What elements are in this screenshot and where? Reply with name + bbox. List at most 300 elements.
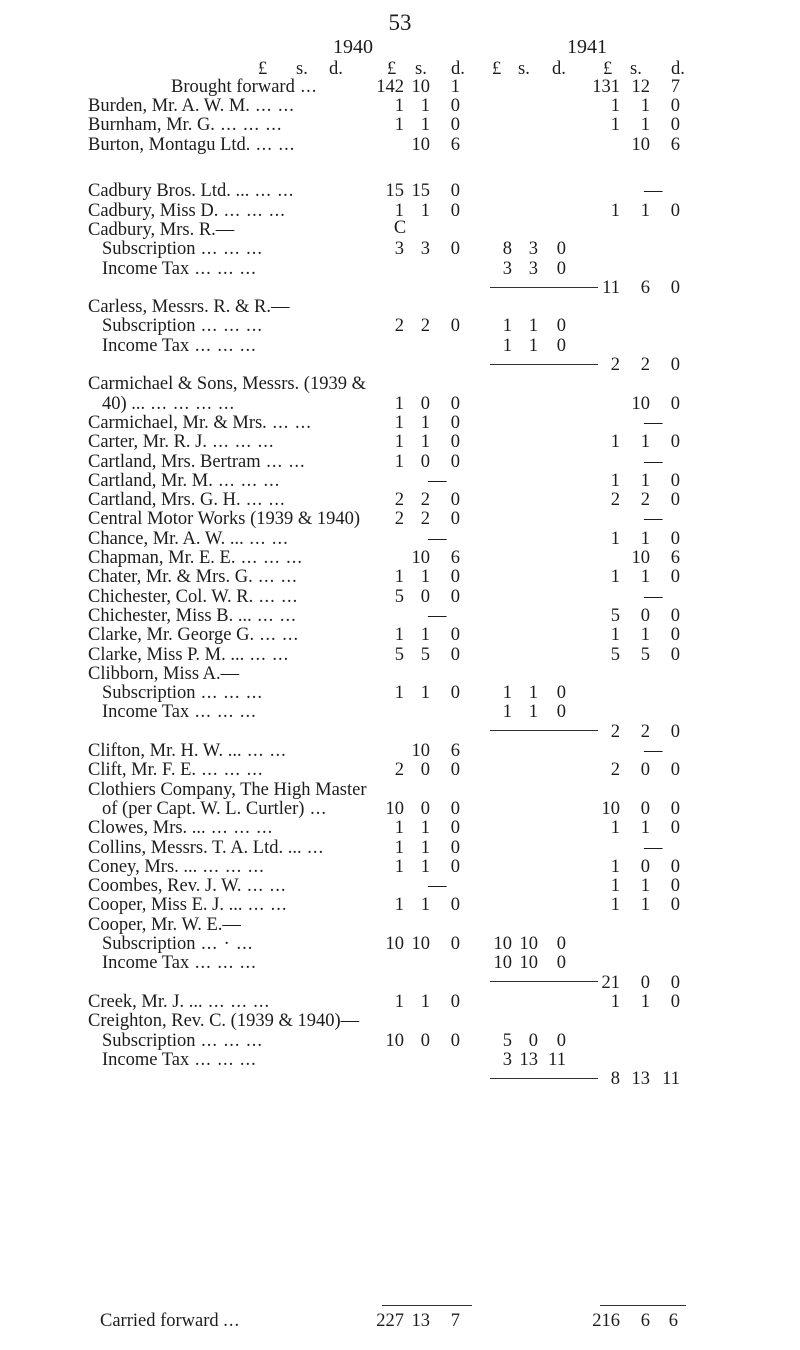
row-leader-dots: ... bbox=[310, 798, 327, 819]
amount-shillings: 0 bbox=[420, 798, 430, 819]
unit-shilling-1941b: s. bbox=[630, 59, 642, 79]
amount-shillings: 2 bbox=[420, 509, 430, 530]
section-letter: C bbox=[393, 218, 407, 238]
row-name: Cartland, Mr. M. bbox=[88, 470, 213, 491]
row-label bbox=[102, 337, 257, 356]
amount-pounds: 1 bbox=[394, 567, 404, 588]
nil-dash: — bbox=[644, 181, 663, 202]
amount-shillings: 1 bbox=[640, 115, 650, 136]
amount-shillings: 13 bbox=[631, 1069, 650, 1090]
amount-pence: 0 bbox=[670, 96, 680, 117]
amount-shillings: 5 bbox=[640, 644, 650, 665]
row-label bbox=[88, 858, 265, 877]
total-rule-1940 bbox=[382, 1305, 472, 1306]
amount-pounds: 10 bbox=[385, 934, 404, 954]
row-leader-dots: ... ... bbox=[272, 412, 312, 433]
amount-pence: 0 bbox=[450, 991, 460, 1012]
row-leader-dots: ... ... ... bbox=[241, 548, 303, 568]
row-leader-dots: ... ... bbox=[258, 586, 299, 607]
row-name: 40) ... bbox=[102, 393, 146, 414]
row-leader-dots: ... ... bbox=[247, 741, 287, 761]
row-name: Burnham, Mr. G. bbox=[88, 115, 215, 136]
carried-forward-pence-1941: 6 bbox=[668, 1311, 678, 1331]
amount-pence: 0 bbox=[670, 200, 680, 221]
amount-shillings: 1 bbox=[420, 96, 430, 117]
row-leader-dots: ... ... ... bbox=[201, 239, 264, 260]
row-label bbox=[88, 116, 282, 135]
amount-shillings: 2 bbox=[420, 316, 430, 337]
amount-shillings: 1 bbox=[420, 895, 430, 916]
unit-penny-1941b: d. bbox=[671, 59, 685, 79]
amount-pounds: 1 bbox=[394, 991, 404, 1012]
row-name: Subscription bbox=[102, 683, 196, 704]
amount-shillings: 1 bbox=[420, 837, 430, 858]
amount-shillings: 1 bbox=[420, 818, 430, 839]
amount-pence: 0 bbox=[556, 683, 566, 704]
amount-pence: 0 bbox=[450, 200, 460, 221]
amount-pounds: 1 bbox=[394, 96, 404, 117]
row-leader-dots: ... ... bbox=[249, 528, 289, 549]
amount-pence: 0 bbox=[670, 798, 680, 819]
amount-pence: 0 bbox=[556, 239, 566, 260]
nil-dash: — bbox=[428, 470, 447, 491]
row-leader-dots: ... ... ... bbox=[212, 432, 275, 453]
carried-forward-label: Carried forward ... bbox=[100, 1311, 241, 1331]
amount-pence: 0 bbox=[450, 567, 460, 588]
row-leader-dots: ... ... ... bbox=[201, 316, 264, 337]
total-rule-1941 bbox=[600, 1305, 686, 1306]
row-leader-dots: ... ... bbox=[255, 96, 295, 117]
unit-pound-1941b: £ bbox=[603, 59, 613, 79]
amount-pence: 0 bbox=[670, 625, 680, 646]
amount-pounds: 2 bbox=[394, 760, 404, 781]
row-leader-dots: ... ... ... bbox=[194, 702, 257, 723]
row-leader-dots: ... ... ... ... bbox=[150, 393, 236, 414]
row-name: Clarke, Miss P. M. ... bbox=[88, 644, 245, 665]
amount-pence: 0 bbox=[450, 895, 460, 916]
carried-forward-pounds-1940: 227 bbox=[376, 1311, 404, 1331]
amount-shillings: 1 bbox=[528, 316, 538, 337]
year-heading-1940: 1940 bbox=[333, 36, 373, 58]
amount-pounds: 142 bbox=[376, 77, 404, 97]
amount-pence: 6 bbox=[450, 134, 460, 155]
row-name: Chichester, Col. W. R. bbox=[88, 586, 254, 607]
row-label bbox=[88, 97, 295, 116]
carried-forward-pence-1940: 7 bbox=[450, 1311, 460, 1331]
amount-pounds: 131 bbox=[592, 77, 620, 97]
row-name: Clothiers Company, The High Master bbox=[88, 779, 367, 800]
row-leader-dots: ... ... ... bbox=[201, 760, 264, 781]
amount-shillings: 10 bbox=[411, 77, 430, 97]
row-name: Income Tax bbox=[102, 702, 190, 723]
amount-shillings: 1 bbox=[640, 876, 650, 897]
row-name: Chance, Mr. A. W. ... bbox=[88, 528, 244, 549]
amount-shillings: 1 bbox=[528, 335, 538, 356]
row-label bbox=[88, 549, 303, 568]
amount-shillings: 1 bbox=[640, 528, 650, 549]
row-label bbox=[88, 742, 287, 761]
row-leader-dots: ... · ... bbox=[201, 934, 254, 954]
amount-shillings: 0 bbox=[528, 1030, 538, 1051]
row-label bbox=[88, 626, 299, 645]
nil-dash: — bbox=[428, 528, 447, 549]
amount-pounds: 10 bbox=[601, 798, 620, 819]
amount-shillings: 1 bbox=[420, 567, 430, 588]
row-label bbox=[88, 819, 273, 838]
carried-forward-pounds-1941: 216 bbox=[592, 1311, 620, 1331]
amount-pounds: 2 bbox=[394, 490, 404, 511]
row-name: Subscription bbox=[102, 239, 196, 260]
row-name: Clarke, Mr. George G. bbox=[88, 625, 255, 646]
row-label bbox=[88, 607, 297, 626]
amount-pence: 0 bbox=[556, 702, 566, 723]
amount-pounds: 3 bbox=[502, 1049, 512, 1070]
amount-shillings: 10 bbox=[519, 953, 538, 974]
amount-shillings: 0 bbox=[420, 393, 430, 414]
amount-pence: 0 bbox=[450, 239, 460, 260]
row-name: Collins, Messrs. T. A. Ltd. ... bbox=[88, 837, 302, 858]
amount-shillings: 1 bbox=[640, 470, 650, 491]
row-label bbox=[88, 136, 295, 155]
row-label bbox=[88, 993, 270, 1012]
amount-pounds: 5 bbox=[610, 605, 620, 626]
amount-shillings: 1 bbox=[640, 432, 650, 453]
amount-pounds: 3 bbox=[394, 239, 404, 260]
amount-pence: 1 bbox=[450, 77, 460, 97]
amount-pounds: 1 bbox=[394, 115, 404, 136]
row-name: Cadbury Bros. Ltd. ... bbox=[88, 181, 250, 202]
amount-shillings: 0 bbox=[420, 760, 430, 781]
row-leader-dots: ... ... bbox=[257, 605, 297, 626]
amount-pounds: 1 bbox=[394, 683, 404, 704]
amount-pence: 0 bbox=[450, 490, 460, 511]
amount-pence: 0 bbox=[450, 509, 460, 530]
amount-pounds: 1 bbox=[610, 895, 620, 916]
amount-pounds: 5 bbox=[610, 644, 620, 665]
row-label bbox=[88, 414, 312, 433]
row-label bbox=[102, 800, 327, 819]
amount-pounds: 5 bbox=[394, 644, 404, 665]
row-name: Creek, Mr. J. ... bbox=[88, 991, 203, 1012]
amount-pounds: 1 bbox=[610, 200, 620, 221]
amount-shillings: 10 bbox=[631, 393, 650, 414]
row-name: Clift, Mr. F. E. bbox=[88, 760, 196, 781]
amount-pounds: 8 bbox=[610, 1069, 620, 1090]
amount-pence: 0 bbox=[450, 1030, 460, 1051]
row-label bbox=[88, 916, 241, 935]
amount-pence: 0 bbox=[450, 432, 460, 453]
row-name: Chater, Mr. & Mrs. G. bbox=[88, 567, 253, 588]
amount-shillings: 1 bbox=[420, 991, 430, 1012]
amount-pounds: 1 bbox=[394, 393, 404, 414]
row-label bbox=[88, 568, 298, 587]
amount-pounds: 1 bbox=[610, 991, 620, 1012]
unit-shilling-1941a: s. bbox=[518, 59, 530, 79]
amount-shillings: 10 bbox=[631, 134, 650, 155]
amount-pence: 6 bbox=[450, 741, 460, 761]
unit-penny-1940a: d. bbox=[329, 59, 343, 79]
amount-shillings: 0 bbox=[640, 760, 650, 781]
row-name: Subscription bbox=[102, 1030, 196, 1051]
row-name: Income Tax bbox=[102, 1049, 190, 1070]
amount-pounds: 15 bbox=[385, 181, 404, 202]
row-label bbox=[102, 395, 235, 414]
amount-shillings: 10 bbox=[411, 548, 430, 568]
row-label bbox=[88, 453, 306, 472]
row-label bbox=[102, 260, 257, 279]
amount-pence: 0 bbox=[670, 856, 680, 877]
amount-pence: 0 bbox=[450, 837, 460, 858]
row-label bbox=[102, 684, 263, 703]
amount-pounds: 1 bbox=[394, 200, 404, 221]
row-name: Coney, Mrs. ... bbox=[88, 856, 198, 877]
amount-pence: 0 bbox=[450, 181, 460, 202]
carried-forward-shillings-1941: 6 bbox=[640, 1311, 650, 1331]
row-label bbox=[102, 703, 257, 722]
row-label bbox=[88, 182, 294, 201]
row-label bbox=[102, 1032, 263, 1051]
row-name: Cooper, Mr. W. E.— bbox=[88, 914, 241, 935]
amount-pounds: 1 bbox=[502, 316, 512, 337]
page-number: 53 bbox=[388, 10, 412, 35]
amount-pence: 0 bbox=[556, 1030, 566, 1051]
amount-shillings: 1 bbox=[528, 702, 538, 723]
amount-pence: 0 bbox=[450, 412, 460, 433]
amount-pounds: 1 bbox=[394, 837, 404, 858]
amount-shillings: 1 bbox=[420, 115, 430, 136]
amount-pence: 0 bbox=[670, 991, 680, 1012]
row-name: Income Tax bbox=[102, 335, 190, 356]
row-label bbox=[88, 202, 286, 221]
row-label bbox=[88, 375, 366, 394]
row-label bbox=[88, 839, 324, 858]
amount-pounds: 21 bbox=[601, 972, 620, 993]
amount-pounds: 3 bbox=[502, 258, 512, 279]
amount-pounds: 1 bbox=[610, 567, 620, 588]
amount-pence: 0 bbox=[450, 683, 460, 704]
amount-shillings: 10 bbox=[411, 934, 430, 954]
amount-pounds: 2 bbox=[394, 316, 404, 337]
amount-shillings: 1 bbox=[640, 567, 650, 588]
amount-pence: 0 bbox=[670, 721, 680, 742]
amount-pounds: 2 bbox=[610, 760, 620, 781]
amount-pounds: 1 bbox=[502, 702, 512, 723]
unit-pound-1941a: £ bbox=[492, 59, 502, 79]
nil-dash: — bbox=[644, 451, 663, 472]
row-leader-dots: ... ... bbox=[259, 625, 300, 646]
row-name: Central Motor Works (1939 & 1940) bbox=[88, 509, 361, 530]
row-name: Cadbury, Miss D. bbox=[88, 200, 219, 221]
amount-pence: 0 bbox=[450, 818, 460, 839]
amount-pence: 0 bbox=[450, 316, 460, 337]
amount-pounds: 1 bbox=[610, 432, 620, 453]
row-leader-dots: ... ... bbox=[258, 567, 298, 588]
amount-pence: 7 bbox=[670, 77, 680, 97]
amount-pence: 0 bbox=[450, 586, 460, 607]
amount-shillings: 5 bbox=[420, 644, 430, 665]
amount-shillings: 2 bbox=[640, 490, 650, 511]
row-leader-dots: ... ... ... bbox=[223, 200, 286, 221]
row-label bbox=[88, 298, 289, 317]
amount-shillings: 10 bbox=[519, 934, 538, 954]
amount-pounds: 1 bbox=[610, 818, 620, 839]
amount-pence: 0 bbox=[450, 760, 460, 781]
row-leader-dots: ... ... ... bbox=[220, 115, 283, 136]
row-label bbox=[88, 530, 289, 549]
row-name: of (per Capt. W. L. Curtler) bbox=[102, 798, 305, 819]
row-name: Cooper, Miss E. J. ... bbox=[88, 895, 243, 916]
amount-pounds: 1 bbox=[502, 335, 512, 356]
amount-pence: 0 bbox=[450, 856, 460, 877]
row-name: Chapman, Mr. E. E. bbox=[88, 548, 236, 568]
row-leader-dots: ... ... bbox=[249, 644, 290, 665]
amount-shillings: 0 bbox=[420, 451, 430, 472]
amount-shillings: 0 bbox=[640, 605, 650, 626]
amount-pence: 0 bbox=[450, 96, 460, 117]
amount-shillings: 0 bbox=[420, 1030, 430, 1051]
amount-shillings: 0 bbox=[420, 586, 430, 607]
row-label bbox=[88, 433, 275, 452]
row-name: Income Tax bbox=[102, 953, 190, 974]
amount-pounds: 1 bbox=[394, 856, 404, 877]
amount-shillings: 1 bbox=[528, 683, 538, 704]
amount-pounds: 2 bbox=[394, 509, 404, 530]
amount-pence: 0 bbox=[450, 115, 460, 136]
amount-shillings: 3 bbox=[420, 239, 430, 260]
amount-pounds: 1 bbox=[610, 528, 620, 549]
row-name: Carmichael & Sons, Messrs. (1939 & bbox=[88, 374, 366, 395]
nil-dash: — bbox=[644, 412, 663, 433]
amount-pence: 0 bbox=[670, 760, 680, 781]
amount-shillings: 10 bbox=[411, 134, 430, 155]
amount-pence: 6 bbox=[450, 548, 460, 568]
amount-pounds: 1 bbox=[394, 432, 404, 453]
row-label bbox=[88, 472, 280, 491]
row-label bbox=[88, 221, 234, 240]
amount-pounds: 10 bbox=[385, 1030, 404, 1051]
amount-pence: 0 bbox=[670, 972, 680, 993]
amount-pounds: 2 bbox=[610, 355, 620, 375]
amount-pounds: 1 bbox=[610, 115, 620, 136]
amount-shillings: 2 bbox=[640, 721, 650, 742]
year-heading-1941: 1941 bbox=[567, 36, 607, 58]
amount-shillings: 0 bbox=[640, 798, 650, 819]
amount-pounds: 1 bbox=[610, 96, 620, 117]
amount-shillings: 12 bbox=[631, 77, 650, 97]
amount-pence: 0 bbox=[670, 567, 680, 588]
amount-shillings: 2 bbox=[420, 490, 430, 511]
row-leader-dots: ... ... ... bbox=[194, 258, 257, 279]
amount-pounds: 10 bbox=[493, 934, 512, 954]
row-label bbox=[88, 896, 287, 915]
amount-shillings: 1 bbox=[640, 625, 650, 646]
amount-pence: 0 bbox=[670, 355, 680, 375]
amount-pounds: 1 bbox=[610, 470, 620, 491]
row-label bbox=[102, 317, 263, 336]
amount-pence: 0 bbox=[556, 316, 566, 337]
amount-pence: 0 bbox=[670, 818, 680, 839]
amount-shillings: 1 bbox=[640, 96, 650, 117]
amount-pence: 0 bbox=[670, 277, 680, 298]
row-label bbox=[102, 240, 263, 259]
amount-shillings: 13 bbox=[519, 1049, 538, 1070]
amount-pounds: 5 bbox=[394, 586, 404, 607]
amount-pounds: 1 bbox=[394, 818, 404, 839]
row-leader-dots: ... ... bbox=[246, 490, 286, 511]
amount-pence: 0 bbox=[670, 876, 680, 897]
amount-pounds: 1 bbox=[502, 683, 512, 704]
nil-dash: — bbox=[644, 741, 663, 761]
row-label bbox=[102, 954, 257, 973]
nil-dash: — bbox=[644, 586, 663, 607]
amount-pence: 0 bbox=[450, 934, 460, 954]
amount-pence: 0 bbox=[670, 895, 680, 916]
amount-shillings: 2 bbox=[640, 355, 650, 375]
row-name: Clifton, Mr. H. W. ... bbox=[88, 741, 242, 761]
amount-pence: 0 bbox=[556, 934, 566, 954]
row-leader-dots: ... ... ... bbox=[194, 335, 257, 356]
row-name: Cartland, Mrs. Bertram bbox=[88, 451, 261, 472]
amount-pounds: 1 bbox=[394, 895, 404, 916]
amount-shillings: 1 bbox=[640, 991, 650, 1012]
unit-shilling-1940a: s. bbox=[296, 59, 308, 79]
row-name: Carless, Messrs. R. & R.— bbox=[88, 297, 290, 318]
amount-pounds: 8 bbox=[502, 239, 512, 260]
unit-pound-1940a: £ bbox=[258, 59, 268, 79]
amount-pence: 11 bbox=[548, 1049, 566, 1070]
row-label bbox=[102, 935, 253, 954]
row-name: Cadbury, Mrs. R.— bbox=[88, 219, 235, 240]
amount-pence: 6 bbox=[670, 548, 680, 568]
row-label bbox=[88, 646, 289, 665]
amount-pence: 6 bbox=[670, 134, 680, 155]
amount-pence: 11 bbox=[662, 1069, 680, 1090]
row-leader-dots: ... ... ... bbox=[208, 991, 271, 1012]
row-leader-dots: ... ... bbox=[248, 895, 288, 916]
amount-pence: 0 bbox=[450, 451, 460, 472]
amount-shillings: 10 bbox=[411, 741, 430, 761]
amount-pence: 0 bbox=[670, 490, 680, 511]
amount-shillings: 10 bbox=[631, 548, 650, 568]
row-label bbox=[88, 781, 367, 800]
row-label bbox=[88, 761, 264, 780]
row-name: Brought forward bbox=[171, 77, 295, 97]
amount-pence: 0 bbox=[450, 644, 460, 665]
nil-dash: — bbox=[428, 876, 447, 897]
amount-pence: 0 bbox=[450, 798, 460, 819]
amount-pence: 0 bbox=[670, 115, 680, 136]
row-leader-dots: ... ... ... bbox=[194, 953, 257, 974]
amount-pence: 0 bbox=[670, 393, 680, 414]
amount-pounds: 2 bbox=[610, 721, 620, 742]
row-label bbox=[88, 588, 298, 607]
amount-shillings: 1 bbox=[640, 895, 650, 916]
row-name: Subscription bbox=[102, 316, 196, 337]
row-name: Clowes, Mrs. ... bbox=[88, 818, 206, 839]
row-name: Subscription bbox=[102, 934, 196, 954]
row-leader-dots: ... bbox=[300, 77, 318, 97]
amount-pence: 0 bbox=[450, 625, 460, 646]
amount-pence: 0 bbox=[556, 953, 566, 974]
row-label bbox=[171, 78, 317, 97]
row-leader-dots: ... ... bbox=[254, 181, 295, 202]
amount-shillings: 1 bbox=[420, 625, 430, 646]
row-label bbox=[88, 877, 287, 896]
row-name: Clibborn, Miss A.— bbox=[88, 663, 240, 684]
row-label bbox=[88, 491, 286, 510]
unit-pound-1940b: £ bbox=[387, 59, 397, 79]
amount-pounds: 1 bbox=[394, 451, 404, 472]
